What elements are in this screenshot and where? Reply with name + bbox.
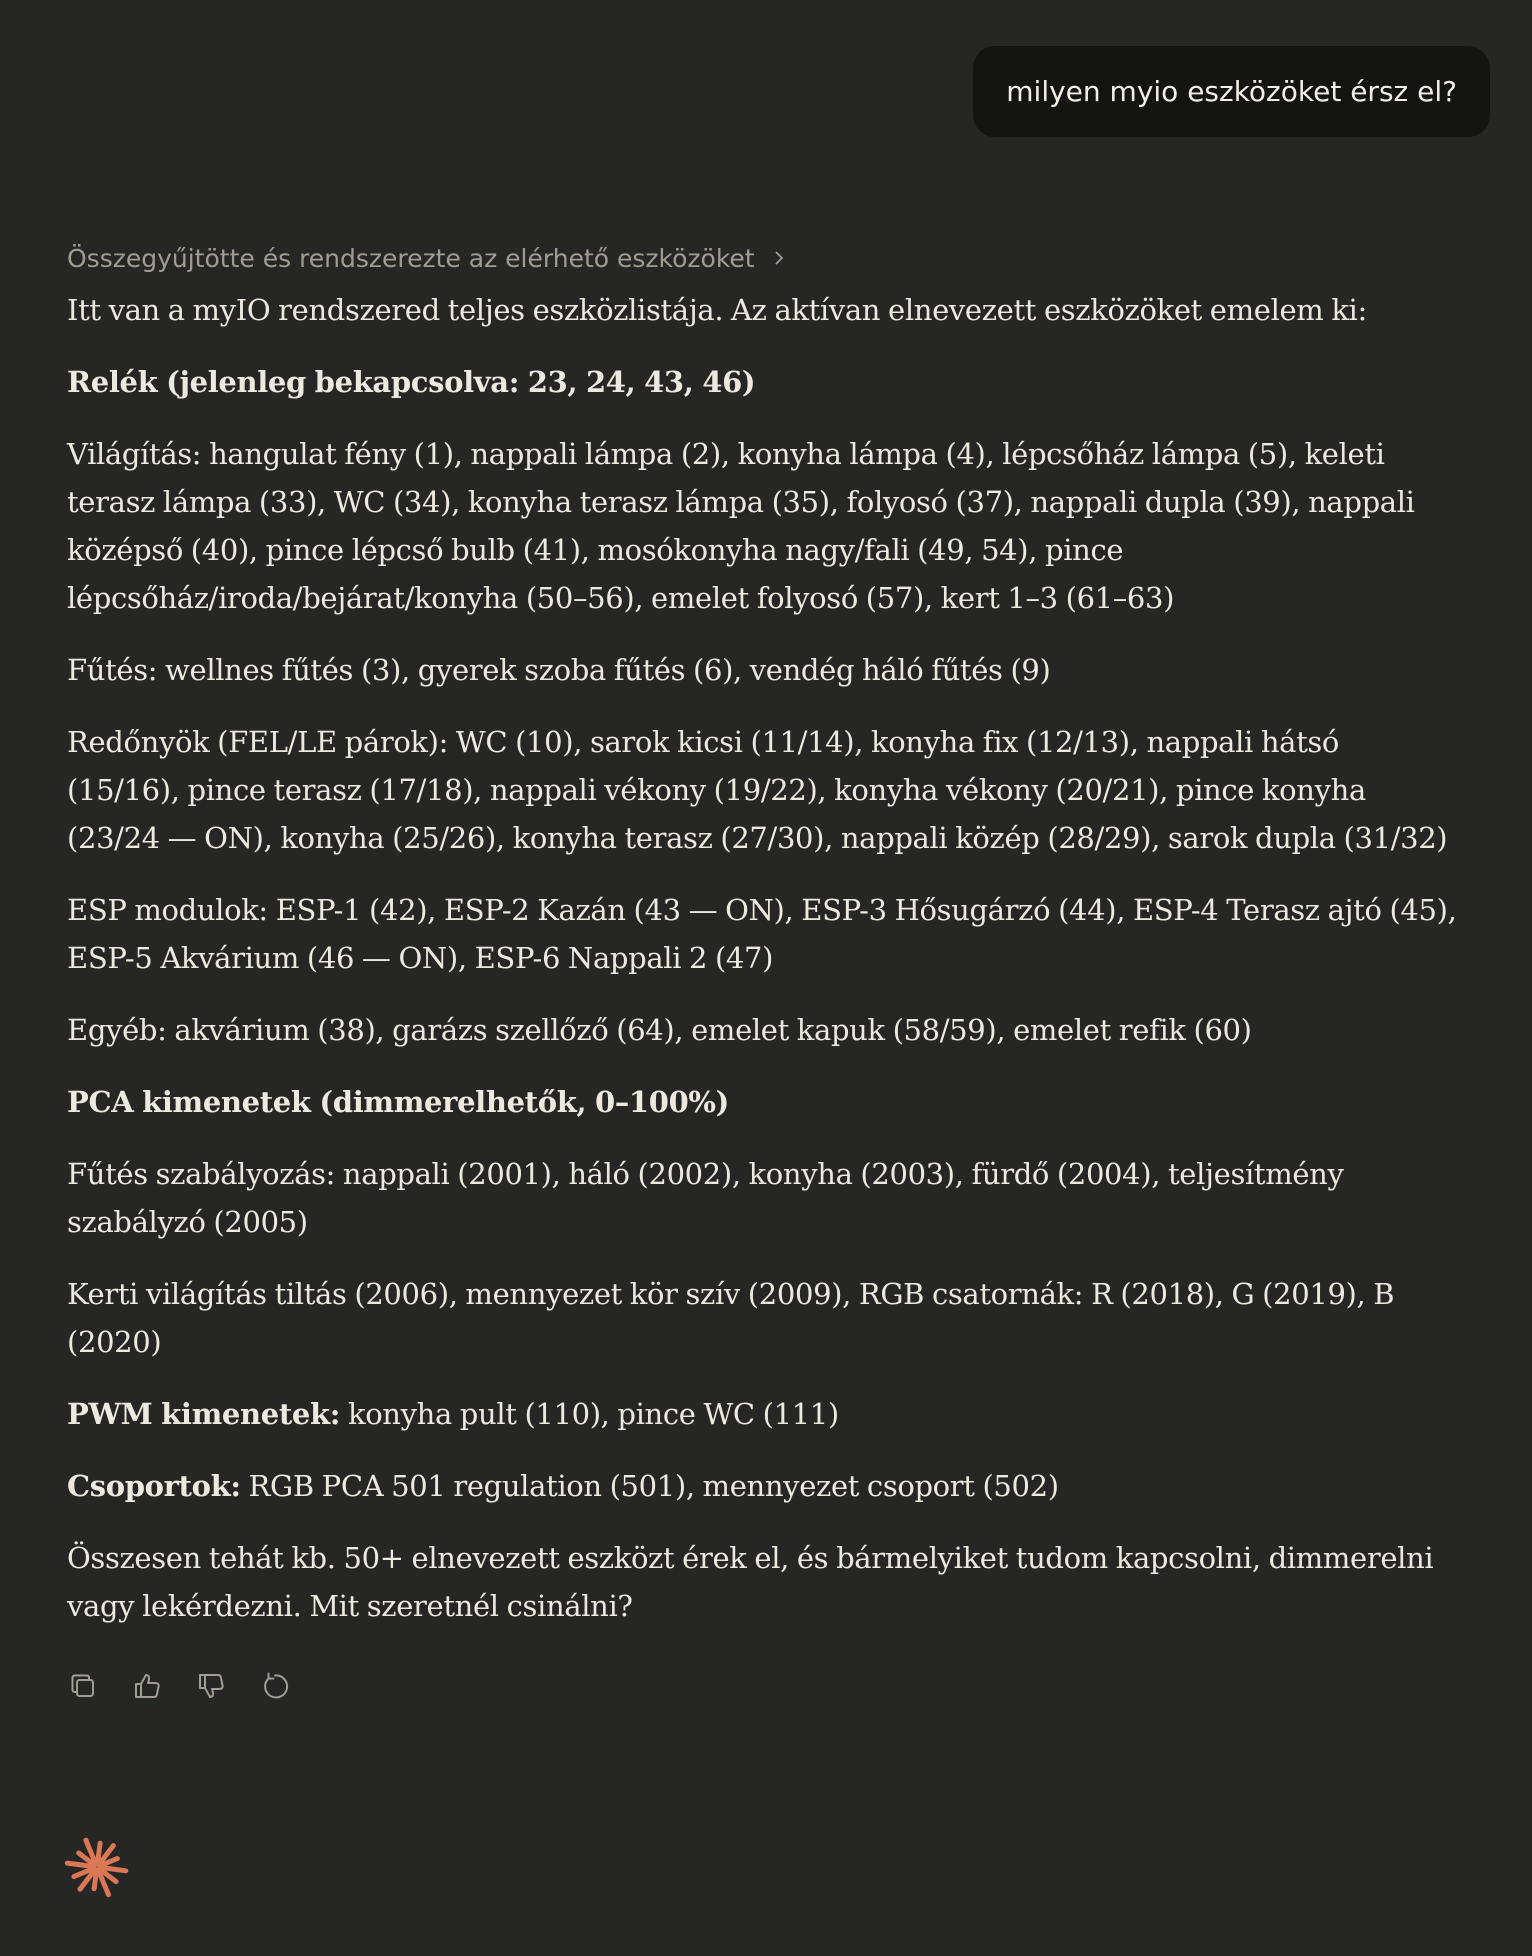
heating-paragraph: Fűtés: wellnes fűtés (3), gyerek szoba fűtés (6), vendég háló fűtés (9) bbox=[67, 653, 1051, 687]
pwm-label: PWM kimenetek: bbox=[67, 1397, 341, 1431]
thumbs-up-button[interactable] bbox=[131, 1670, 163, 1702]
copy-icon bbox=[68, 1671, 98, 1701]
message-actions bbox=[67, 1670, 1457, 1702]
thinking-summary-text: Összegyűjtötte és rendszerezte az elérhető eszközöket bbox=[67, 243, 755, 273]
user-message-text: milyen myio eszközöket érsz el? bbox=[1006, 75, 1457, 108]
groups-text: RGB PCA 501 regulation (501), mennyezet csoport (502) bbox=[240, 1469, 1059, 1503]
garden-rgb-paragraph: Kerti világítás tiltás (2006), mennyezet kör szív (2009), RGB csatornák: R (2018), G (2019), B (2020) bbox=[67, 1277, 1395, 1359]
pwm-paragraph bbox=[67, 1390, 1457, 1438]
retry-icon bbox=[260, 1671, 290, 1701]
lighting-paragraph: Világítás: hangulat fény (1), nappali lámpa (2), konyha lámpa (4), lépcsőház lámpa (5), keleti terasz lámpa (33), WC (34), konyha terasz lámpa (35), folyosó (37), nappali dupla (39), nappali középső (40), pince lépcső bulb (41), mosókonyha nagy/fali (49, 54), pince lépcsőház/iroda/bejárat/konyha (50–56), emelet folyosó (57), kert 1–3 (61–63) bbox=[67, 437, 1415, 615]
copy-button[interactable] bbox=[67, 1670, 99, 1702]
groups-label: Csoportok: bbox=[67, 1469, 241, 1503]
assistant-message-body bbox=[67, 286, 1457, 1630]
assistant-message bbox=[67, 236, 1457, 1702]
chevron-right-icon bbox=[769, 248, 789, 268]
user-message-bubble bbox=[973, 46, 1490, 137]
groups-paragraph bbox=[67, 1462, 1457, 1510]
retry-button[interactable] bbox=[259, 1670, 291, 1702]
summary-paragraph: Összesen tehát kb. 50+ elnevezett eszközt érek el, és bármelyiket tudom kapcsolni, dimmerelni vagy lekérdezni. Mit szeretnél csinálni? bbox=[67, 1541, 1434, 1623]
pwm-text: konyha pult (110), pince WC (111) bbox=[340, 1397, 839, 1431]
relays-heading: Relék (jelenleg bekapcsolva: 23, 24, 43, 46) bbox=[67, 365, 756, 399]
esp-modules-paragraph: ESP modulok: ESP-1 (42), ESP-2 Kazán (43 — ON), ESP-3 Hősugárzó (44), ESP-4 Terasz ajtó (45), ESP-5 Akvárium (46 — ON), ESP-6 Nappali 2 (47) bbox=[67, 893, 1457, 975]
thumbs-down-button[interactable] bbox=[195, 1670, 227, 1702]
thumbs-down-icon bbox=[196, 1671, 226, 1701]
shutters-paragraph: Redőnyök (FEL/LE párok): WC (10), sarok kicsi (11/14), konyha fix (12/13), nappali hátsó (15/16), pince terasz (17/18), nappali vékony (19/22), konyha vékony (20/21), pince konyha (23/24 — ON), konyha (25/26), konyha terasz (27/30), nappali közép (28/29), sarok dupla (31/32) bbox=[67, 725, 1448, 855]
intro-paragraph: Itt van a myIO rendszered teljes eszközlistája. Az aktívan elnevezett eszközöket emelem ki: bbox=[67, 293, 1367, 327]
thumbs-up-icon bbox=[132, 1671, 162, 1701]
other-devices-paragraph: Egyéb: akvárium (38), garázs szellőző (64), emelet kapuk (58/59), emelet refik (60) bbox=[67, 1013, 1252, 1047]
claude-spark-icon bbox=[64, 1834, 130, 1900]
pca-heading: PCA kimenetek (dimmerelhetők, 0–100%) bbox=[67, 1085, 729, 1119]
heating-control-paragraph: Fűtés szabályozás: nappali (2001), háló (2002), konyha (2003), fürdő (2004), teljesítmény szabályzó (2005) bbox=[67, 1157, 1344, 1239]
thinking-summary-toggle[interactable] bbox=[67, 236, 1457, 280]
